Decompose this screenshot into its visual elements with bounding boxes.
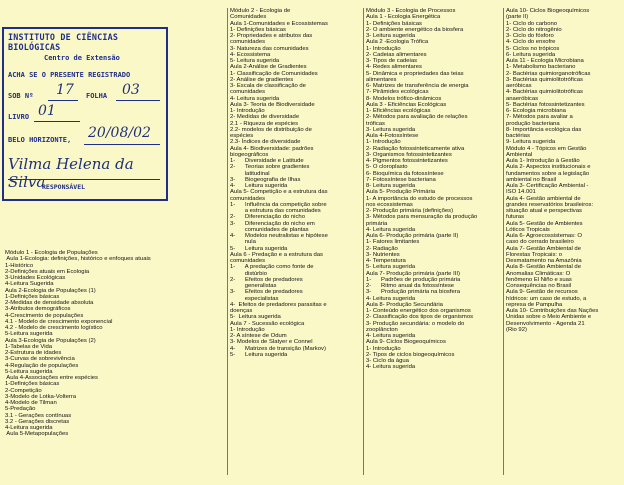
syllabus-line: 5- Dinâmica e propriedades das teias [366, 70, 464, 77]
syllabus-line: 2-Definições atuais em Ecologia [5, 268, 90, 275]
syllabus-line: anaeróbicas [506, 95, 539, 102]
syllabus-line: Aula 10- Ciclos Biogeoquímicos [506, 8, 590, 14]
syllabus-line: doenças [230, 308, 253, 314]
syllabus-line: Aula 1 - Ecologia Energética [366, 14, 441, 21]
syllabus-line: 4-Modelo de Tilman [5, 400, 57, 406]
syllabus-line: Aula 11 - Ecologia Microbiana [506, 58, 584, 64]
syllabus-line: 5- O cloroplasto [366, 164, 408, 171]
syllabus-line: aeróbicas [506, 83, 532, 89]
syllabus-line: Comunidades [230, 14, 267, 21]
syllabus-line: Aula 6- Produção primária (parte II) [366, 233, 459, 239]
syllabus-line: 3- Escala de classificação de [230, 83, 306, 89]
syllabus-line: 2-Estrutura de idades [5, 350, 62, 356]
syllabus-line: 6- Ecologia microbiana [506, 108, 566, 114]
syllabus-line: Aula 4- Gestão ambiental de [506, 195, 581, 202]
syllabus-line: latitudinal [230, 170, 270, 177]
stamp-livro-label: LIVRO [8, 113, 30, 121]
syllabus-line: Aula 2 -Ecologia Trófica [366, 39, 429, 46]
syllabus-line: alimentares [366, 76, 397, 83]
syllabus-line: Aula 5- Competição e a estrutura das [230, 189, 328, 196]
syllabus-line: ISO 14.001 [506, 189, 536, 196]
syllabus-line: Aula 5- Produção Primária [366, 189, 436, 196]
syllabus-line: Aula 3- Teoria de Biodiversidade [230, 101, 315, 108]
syllabus-line: 3-Modelo de Lotka-Volterra [5, 393, 77, 400]
syllabus-line: 2- Teorias sobre gradientes [230, 164, 310, 171]
syllabus-line: especialistas [230, 295, 279, 302]
syllabus-line: (parte II) [506, 14, 529, 21]
syllabus-line: 4-Crescimento de populações [5, 312, 84, 319]
syllabus-line: 5- Leitura sugerida [230, 351, 288, 358]
syllabus-line: 1- Introdução [366, 45, 401, 52]
column-divider [503, 8, 504, 475]
syllabus-line: Aula 6- Agroecossistemas: O [506, 233, 582, 239]
syllabus-line: 2.3- Índices de diversidade [230, 139, 301, 146]
syllabus-line: 3- Diferenciação do nicho em [230, 220, 315, 227]
syllabus-line: generalistas [230, 283, 277, 289]
syllabus-line: 4- Leitura sugerida [366, 333, 416, 339]
syllabus-line: primária [366, 220, 388, 227]
syllabus-line: 3- Bactérias quimiolitotróficas [506, 76, 583, 83]
syllabus-line: Módulo 2 - Ecologia de [230, 8, 291, 14]
syllabus-line: 2- A síntese de Odum [230, 333, 287, 339]
syllabus-line: 4- Leitura sugerida [230, 183, 288, 189]
syllabus-line: 2- Classificação dos tipos de organismos [366, 314, 474, 321]
syllabus-line: 3- Modelos de Slatyer e Connel [230, 339, 313, 346]
syllabus-line: Lóticos Tropicais [506, 226, 550, 233]
syllabus-line: Aula 1-Ecologia: definições, histórico e enfoques atuais [5, 256, 151, 263]
syllabus-line: 1- Diversidade e Latitude [230, 158, 304, 164]
syllabus-line: 2-Medidas de densidade absoluta [5, 300, 94, 306]
syllabus-line: 2- Tipos de ciclos biogeoquímicos [366, 351, 455, 358]
syllabus-line: 3- Ciclo do fósforo [506, 33, 554, 39]
syllabus-line: 4- Leitura sugerida [366, 226, 416, 233]
syllabus-line: 2- Métodos para avaliação de relações [366, 114, 468, 121]
syllabus-line: Aula 9- Gestão de recursos [506, 289, 578, 296]
syllabus-line: Aula 9- Ciclos Biogeoquímicos [366, 339, 446, 346]
syllabus-column-4 [506, 8, 622, 333]
syllabus-line: Aula 10- Contribuições das Nações [506, 308, 599, 314]
syllabus-line: Aula 3-Ecologia de Populações (2) [5, 337, 96, 344]
syllabus-line: 2- Medidas de diversidade [230, 114, 300, 121]
syllabus-line: 1- Classificação de Comunidades [230, 70, 318, 77]
syllabus-line: hídricos: um caso de estudo, a [506, 295, 587, 302]
syllabus-line: 1- Introdução [366, 139, 401, 146]
syllabus-line: 2.1 - Riqueza de espécies [230, 120, 299, 127]
syllabus-line: Aula 4- Biodiversidade: padrões [230, 145, 314, 152]
syllabus-line: 6- Bioquímica da fotossíntese [366, 170, 444, 177]
syllabus-line: Aula 2-Análise de Gradientes [230, 64, 307, 71]
syllabus-line: 1- A predação como fonte de [230, 264, 314, 271]
syllabus-line: Módulo 4 - Tópicos em Gestão [506, 145, 587, 152]
syllabus-line: 4- Leitura sugerida [230, 95, 280, 102]
syllabus-line: 3- Leitura sugerida [366, 126, 416, 133]
stamp-underline [8, 179, 160, 180]
syllabus-line: Aula 1-Comunidades e Ecossistemas [230, 20, 328, 27]
syllabus-line: grandes reservatórios brasileiros: [506, 201, 594, 208]
syllabus-line: 1- Introdução [230, 326, 265, 333]
syllabus-line: 5-Predação [5, 406, 36, 413]
syllabus-line: 4- Leitura sugerida [366, 295, 416, 302]
syllabus-line: 4.2 - Modelo de crescimento logístico [5, 325, 103, 331]
syllabus-line: 2- Bactérias quimiorganotróficas [506, 70, 591, 77]
syllabus-line: 1- Eficiências ecológicas [366, 108, 431, 114]
stamp-signature: Vilma Helena da Silva [8, 155, 134, 191]
syllabus-line: 3.1 - Gerações contínuas [5, 412, 72, 419]
syllabus-line: represa de Pampulha [506, 301, 563, 308]
syllabus-line: Aula 1- Introdução à Gestão [506, 158, 580, 164]
syllabus-line: 1-Tabelas de Vida [5, 343, 53, 350]
syllabus-line: bactérias [506, 133, 530, 139]
stamp-underline [48, 100, 78, 101]
syllabus-line: Aula 4-Associações entre espécies [5, 375, 98, 381]
syllabus-line: 2- Análise de gradientes [230, 76, 294, 83]
syllabus-line: Aula 3- Certificação Ambiental - [506, 183, 589, 189]
stamp-title: INSTITUTO DE CIÊNCIAS BIOLÓGICAS [8, 32, 119, 52]
syllabus-line: fenômeno El Niño e suas [506, 276, 572, 283]
syllabus-line: 1- Fatores limitantes [366, 239, 420, 246]
syllabus-line: 4- Redes alimentares [366, 64, 422, 71]
stamp-folha-value: 03 [122, 82, 140, 98]
stamp-underline [116, 100, 160, 101]
syllabus-line: espécies [230, 133, 254, 139]
syllabus-line: 1-Histórico [5, 262, 34, 269]
syllabus-line: 4- Ciclo do enxofre [506, 39, 556, 46]
syllabus-line: 3- Produção primária na biosfera [366, 289, 460, 296]
syllabus-line: (Rio 92) [506, 326, 527, 333]
syllabus-line: Unidas sobre o Meio Ambiente e [506, 314, 592, 321]
syllabus-line: 1- Introdução [366, 345, 401, 352]
syllabus-line: 4-Regulação de populações [5, 362, 79, 369]
syllabus-line: futuras [506, 214, 525, 221]
syllabus-line: Aula 7- Gestão Ambiental de [506, 245, 581, 252]
syllabus-line: 1-Definições básicas [5, 293, 60, 300]
syllabus-line: 2- Ciclo do nitrogênio [506, 26, 562, 33]
syllabus-line: nula [230, 239, 256, 246]
syllabus-line: Módulo 3 - Ecologia de Processos [366, 8, 456, 14]
column-divider [363, 8, 364, 475]
syllabus-line: 5-Leitura sugerida [5, 331, 53, 338]
syllabus-line: Consequências no Brasil [506, 283, 572, 289]
syllabus-line: 4-Leitura sugerida [5, 425, 53, 431]
syllabus-line: Aula 8- Produção Secundária [366, 301, 443, 308]
syllabus-line: nos ecossistemas [366, 201, 413, 208]
syllabus-line: Aula 2- Aspectos institucionais e [506, 164, 591, 171]
syllabus-column-3 [366, 8, 503, 371]
syllabus-line: 3- Tipos de cadeias [366, 58, 418, 64]
syllabus-line: 5- Leitura sugerida [230, 245, 288, 252]
syllabus-line: 3- Biogeografia de Ilhas [230, 176, 301, 183]
syllabus-line: 7- Pirâmides ecológicas [366, 89, 429, 96]
syllabus-line: 5- Bactérias fotossintetizantes [506, 101, 585, 108]
syllabus-line: 3- Produção secundária: o modelo do [366, 320, 465, 327]
syllabus-line: 2- Radiação fotossinteticamente ativa [366, 145, 465, 152]
syllabus-line: biogeográficos [230, 151, 269, 158]
syllabus-line: distúrbio [230, 270, 267, 277]
syllabus-line: 4.1 - Modelo de crescimento exponencial [5, 318, 113, 325]
stamp-sob-value: 17 [56, 82, 74, 98]
syllabus-line: 2- Cadeias alimentares [366, 51, 427, 58]
syllabus-line: Aula 3 - Eficiências Ecológicas [366, 101, 447, 108]
syllabus-line: 3- Leitura sugerida [366, 33, 416, 39]
syllabus-line: 5- Ciclos no trópicos [506, 45, 560, 52]
stamp-sob-label: SOB Nº [8, 92, 34, 100]
syllabus-line: caso do cerrado brasileiro [506, 239, 574, 246]
syllabus-line: 3-Curvas de sobrevivência [5, 356, 75, 363]
syllabus-line: situação atual e perspectivas [506, 208, 582, 214]
syllabus-line: 1- Ciclo do carbono [506, 20, 558, 27]
syllabus-line: zooplâncton [366, 326, 398, 333]
syllabus-line: 1- Introdução [230, 108, 265, 114]
syllabus-line: 9- Leitura sugerida [506, 139, 556, 146]
syllabus-line: comunidades de plantas [230, 226, 309, 233]
syllabus-line: Aula 7 - Sucessão ecológica [230, 320, 305, 327]
syllabus-line: Módulo 1 - Ecologia de Populações [5, 250, 98, 256]
syllabus-line: 4- Ecossistema [230, 51, 271, 58]
syllabus-line: 5- Leitura sugerida [366, 264, 416, 271]
syllabus-line: 2- Efeitos de predadores [230, 276, 303, 283]
stamp-livro-value: 01 [38, 103, 56, 119]
syllabus-line: Aula 5-Metapopulações [5, 431, 69, 438]
registration-stamp [2, 27, 168, 201]
syllabus-line: 4- Leitura sugerida [366, 364, 416, 371]
syllabus-line: 4- Bactérias quimiolitotróficas [506, 89, 583, 96]
stamp-subtitle: Centro de Extensão [44, 54, 120, 62]
syllabus-line: 2- Ritmo anual da fotossíntese [366, 283, 455, 289]
syllabus-line: Aula 8- Gestão Ambiental de [506, 264, 581, 271]
column-divider [227, 8, 228, 475]
stamp-registered: ACHA SE O PRESENTE REGISTRADO [8, 71, 131, 79]
syllabus-line: 2- Radiação [366, 245, 398, 252]
syllabus-line: ambiental no Brasil [506, 176, 557, 183]
syllabus-line: 1- Padrões de produção primária [366, 276, 461, 283]
stamp-city-label: BELO HORIZONTE, [8, 136, 72, 144]
syllabus-line: 1- Conteúdo energético dos organismos [366, 308, 471, 314]
syllabus-line: 4-Leitura Sugerida [5, 281, 54, 288]
syllabus-line: 1- Metabolismo bacteriano [506, 64, 576, 71]
syllabus-line: 2-Competição [5, 387, 42, 394]
syllabus-line: 1- A importância do estudo de processos [366, 195, 473, 202]
syllabus-line: 1-Definições básicas [5, 381, 60, 388]
syllabus-line: 1- Definições básicas [230, 26, 286, 33]
syllabus-line: comunidades [230, 39, 266, 46]
syllabus-line: Aula 2-Ecologia de Populações (1) [5, 287, 96, 294]
syllabus-line: 5- Leitura sugerida [230, 314, 281, 321]
syllabus-line: 3- Ciclo da água [366, 358, 409, 364]
syllabus-line: 5- Leitura sugerida [230, 58, 280, 64]
syllabus-line: 2- Diferenciação do nicho [230, 214, 305, 221]
syllabus-line: 2- O ambiente energético da biosfera [366, 26, 464, 33]
syllabus-line: fundamentos sobre a legislação [506, 170, 590, 177]
syllabus-line: 1- Influência da competição sobre [230, 201, 327, 208]
syllabus-line: 2- Produção primária (definições) [366, 208, 454, 214]
syllabus-line: 8- Importância ecológica das [506, 126, 582, 133]
syllabus-line: Desenvolvimento - Agenda 21 [506, 320, 585, 327]
syllabus-line: a estrutura das comunidades [230, 208, 321, 214]
syllabus-line: comunidades [230, 89, 266, 96]
syllabus-line: 8- Modelos trófico-dinâmicos [366, 95, 442, 102]
syllabus-line: 7- Fotossíntese bacteriana [366, 176, 436, 183]
syllabus-column-1 [5, 250, 225, 438]
syllabus-line: 4- Matrizes de transição (Markov) [230, 345, 326, 352]
syllabus-line: 8- Leitura sugerida [366, 183, 416, 189]
syllabus-line: 7- Métodos para avaliar a [506, 114, 573, 121]
syllabus-line: Aula 6 - Predação e a estrutura das [230, 251, 323, 258]
syllabus-column-2 [230, 8, 363, 358]
syllabus-line: Aula 7- Produção primária (parte III) [366, 270, 460, 277]
stamp-folha-label: FOLHA [86, 92, 108, 100]
syllabus-line: Anomalias Climáticas: O [506, 270, 571, 277]
syllabus-line: Ambiental [506, 151, 533, 158]
syllabus-line: Aula 5- Gestão de Ambientes [506, 220, 583, 227]
syllabus-line: 3-Atributos demográficos [5, 306, 71, 313]
syllabus-line: 3- Métodos para mensuração da produção [366, 214, 478, 221]
syllabus-line: 3- Nutrientes [366, 251, 400, 258]
syllabus-line: 3.2 - Gerações discretas [5, 418, 70, 425]
syllabus-line: Aula 4-Fotossíntese [366, 133, 419, 139]
stamp-underline [34, 121, 80, 122]
syllabus-line: 4- Efeitos de predadores parasitas e [230, 301, 327, 308]
syllabus-line: 4- Temperatura [366, 258, 406, 264]
syllabus-line: 2- Propriedades e atributos das [230, 33, 313, 39]
stamp-date-value: 20/08/02 [88, 125, 151, 141]
syllabus-line: 4- Modelos neutralistas e hipótese [230, 233, 328, 239]
syllabus-line: 5-Leitura sugerida [5, 368, 53, 375]
syllabus-line: comunidades [230, 258, 266, 264]
syllabus-line: 3- Efeitos de predadores [230, 289, 303, 296]
stamp-underline [84, 144, 160, 145]
syllabus-line: comunidades [230, 195, 266, 202]
stamp-responsavel: RESPONSÁVEL [42, 183, 86, 191]
syllabus-line: 4- Pigmentos fotossintetizantes [366, 158, 448, 164]
syllabus-line: produção bacteriana [506, 120, 560, 127]
syllabus-line: 6- Matrizes de transferência de energia [366, 83, 469, 89]
syllabus-line: 2.2- modelos de distribuição de [230, 126, 312, 133]
syllabus-line: Florestas Tropicais: o [506, 251, 562, 258]
syllabus-line: Desmatamento na Amazônia [506, 258, 582, 264]
syllabus-line: tróficas [366, 120, 385, 127]
syllabus-line: 1- Definições básicas [366, 20, 422, 27]
syllabus-line: 6- Leitura sugerida [506, 51, 556, 58]
syllabus-line: 3-Unidades Ecológicas [5, 275, 66, 281]
syllabus-line: 3- Organismos fotossintetizantes [366, 151, 452, 158]
syllabus-line: 3- Natureza das comunidades [230, 45, 309, 52]
